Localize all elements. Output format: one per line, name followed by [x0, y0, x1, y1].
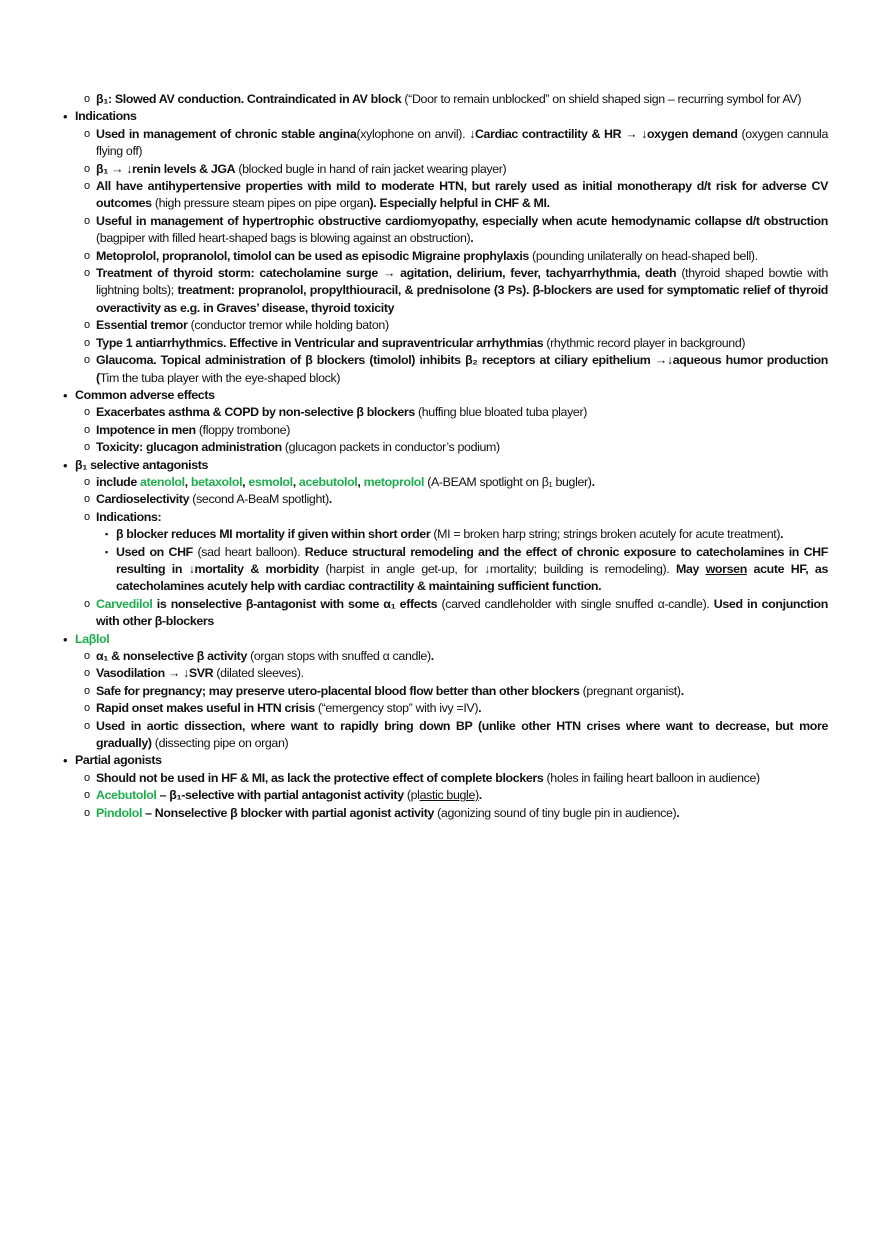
text-segment: Common adverse effects — [75, 387, 215, 402]
bullet-circle-icon: o — [84, 510, 90, 523]
list-item — [105, 544, 828, 596]
section-heading — [63, 387, 828, 404]
list-item — [84, 213, 828, 248]
text-segment: Tim the tuba player with the eye-shaped block) — [99, 370, 341, 385]
text-segment: . — [591, 474, 595, 489]
bullet-circle-icon: o — [84, 650, 90, 662]
drug-name: Pindolol — [96, 805, 143, 820]
bullet-circle-icon: o — [84, 249, 90, 262]
list-item — [84, 805, 828, 822]
text-segment: Cardioselectivity — [96, 492, 190, 507]
list-item — [84, 439, 828, 456]
bullet-square-icon: ▪ — [105, 546, 108, 557]
text-segment: Essential tremor — [96, 318, 188, 333]
bullet-circle-icon: o — [84, 806, 90, 819]
text-segment: , — [292, 474, 299, 489]
bullet-circle-icon: o — [84, 719, 90, 732]
drug-name: Carvedilol — [96, 596, 153, 611]
text-segment: β₁ selective antagonists — [75, 457, 209, 472]
bullet-square-icon: ▪ — [105, 529, 108, 540]
text-segment: . — [470, 231, 474, 246]
bullet-disc-icon: • — [63, 753, 68, 769]
text-segment: β₁ → ↓renin levels & JGA — [96, 161, 236, 176]
list-item — [84, 683, 828, 700]
list-item — [84, 596, 828, 631]
text-segment: Used in conjunction with other β-blockers — [96, 596, 828, 629]
list-item — [84, 404, 828, 421]
text-segment: Useful in management of hypertrophic obstructive cardiomyopathy, especially when acute hemodynamic collapse d/t obstruction — [96, 213, 828, 228]
bullet-circle-icon: o — [84, 267, 90, 280]
text-segment: , — [357, 474, 364, 489]
text-segment: All have antihypertensive properties with mild to moderate HTN, but rarely used as initial monotherapy d/t risk for adverse CV outcomes — [96, 179, 828, 211]
text-segment: (pounding unilaterally on head-shaped bell). — [528, 248, 758, 263]
text-segment: α₁ & nonselective β activity — [96, 649, 247, 663]
list-item — [84, 335, 828, 352]
text-segment: (thyroid shaped bowtie with lightning bolts); — [96, 266, 828, 298]
list-item — [84, 265, 829, 317]
bullet-circle-icon: o — [84, 93, 90, 105]
bullet-circle-icon: o — [84, 441, 90, 454]
text-segment: Indications — [75, 109, 137, 124]
list-item — [84, 491, 828, 508]
bullet-circle-icon: o — [84, 180, 90, 193]
list-item — [84, 474, 828, 491]
text-segment: (dilated sleeves). — [213, 666, 304, 681]
bullet-circle-icon: o — [84, 423, 90, 436]
text-segment: (pregnant organist) — [579, 683, 681, 698]
list-item — [84, 770, 828, 787]
text-segment: (huffing blue bloated tuba player) — [414, 405, 588, 420]
text-segment: β₁: Slowed AV conduction. Contraindicated in AV block — [96, 92, 402, 106]
drug-name: atenolol — [140, 474, 185, 489]
text-segment: ). Especially helpful in CHF & MI. — [369, 196, 550, 211]
text-segment: Vasodilation → ↓SVR — [96, 666, 214, 681]
text-segment: (A-BEAM spotlight on β₁ bugler) — [424, 474, 592, 489]
text-segment: astic bugle) — [419, 788, 479, 803]
text-segment: (high pressure steam pipes on pipe organ — [151, 196, 370, 211]
list-item — [84, 352, 828, 387]
text-segment: (xylophone on anvil). — [356, 126, 470, 141]
text-segment: (harpist in angle get-up, for ↓mortality; building is remodeling). — [318, 561, 676, 576]
text-segment: (“emergency stop” with ivy =IV) — [314, 701, 479, 716]
text-segment: Indications: — [96, 509, 162, 524]
bullet-circle-icon: o — [84, 771, 90, 784]
bullet-circle-icon: o — [84, 336, 90, 349]
list-item — [84, 161, 828, 178]
text-segment: is nonselective β-antagonist with some α₁ effects — [152, 596, 438, 611]
text-segment: Used in aortic dissection, where want to rapidly bring down BP (unlike other HTN crises where want to decrease, but more gradually) — [96, 718, 828, 751]
text-segment: β blocker reduces MI mortality if given within short order — [116, 527, 431, 542]
bullet-circle-icon: o — [84, 354, 90, 367]
text-segment: . — [478, 701, 482, 716]
text-segment: . — [680, 683, 684, 698]
bullet-circle-icon: o — [84, 702, 90, 715]
bullet-circle-icon: o — [84, 684, 90, 697]
drug-name: Laβlol — [75, 631, 110, 646]
text-segment: Toxicity: glucagon administration — [96, 440, 282, 455]
text-segment: , — [242, 474, 249, 489]
text-segment: Safe for pregnancy; may preserve utero-placental blood flow better than other blockers — [96, 683, 580, 698]
document-page — [0, 91, 880, 822]
text-segment: . — [780, 527, 784, 542]
bullet-circle-icon: o — [84, 789, 90, 802]
text-segment: , — [184, 474, 191, 489]
text-segment: . — [328, 492, 332, 507]
bullet-disc-icon: • — [63, 457, 68, 473]
list-item — [84, 509, 828, 526]
list-item — [84, 178, 828, 213]
text-segment: Partial agonists — [75, 753, 162, 768]
text-segment: May — [675, 561, 706, 576]
text-segment: (second A-BeaM spotlight) — [189, 492, 329, 507]
text-segment: (agonizing sound of tiny bugle pin in audience) — [434, 805, 677, 820]
text-segment: (“Door to remain unblocked” on shield shaped sign – recurring symbol for AV) — [401, 92, 802, 106]
bullet-circle-icon: o — [84, 214, 90, 227]
drug-name: betaxolol — [190, 474, 243, 489]
text-segment: Should not be used in HF & MI, as lack the protective effect of complete blockers — [96, 770, 544, 785]
drug-name: esmolol — [248, 474, 293, 489]
section-heading — [63, 457, 828, 474]
list-item — [84, 91, 828, 108]
bullet-circle-icon: o — [84, 127, 90, 140]
text-segment: (sad heart balloon). — [192, 544, 305, 559]
text-segment: (conductor tremor while holding baton) — [187, 318, 389, 333]
bullet-circle-icon: o — [84, 597, 90, 610]
drug-name: acebutolol — [298, 474, 358, 489]
drug-name: metoprolol — [363, 474, 425, 489]
list-item — [84, 700, 828, 717]
text-segment: . — [478, 788, 482, 803]
section-heading — [63, 631, 828, 648]
list-item — [84, 422, 828, 439]
list-item — [84, 317, 828, 334]
bullet-circle-icon: o — [84, 475, 90, 488]
section-heading — [63, 108, 828, 125]
text-segment: Glaucoma. Topical administration of β blockers (timolol) inhibits β₂ receptors at ciliary epithelium →↓aqueous humor production ( — [96, 353, 828, 385]
text-segment: (floppy trombone) — [195, 422, 290, 437]
text-segment: (pl — [403, 788, 420, 803]
text-segment: (MI = broken harp string; strings broken acutely for acute treatment) — [430, 527, 781, 542]
bullet-circle-icon: o — [84, 162, 90, 175]
bullet-circle-icon: o — [84, 319, 90, 332]
text-segment: . — [676, 805, 680, 820]
text-segment: Metoprolol, propranolol, timolol can be used as episodic Migraine prophylaxis — [96, 248, 529, 263]
text-segment: ↓Cardiac contractility & HR → ↓oxygen demand — [469, 126, 738, 141]
list-item — [105, 526, 828, 543]
bullet-circle-icon: o — [84, 493, 90, 506]
section-heading — [63, 752, 828, 769]
text-segment: . — [430, 649, 434, 663]
list-item — [84, 248, 828, 265]
text-segment: (dissecting pipe on organ) — [151, 736, 289, 751]
text-segment: Reduce structural remodeling and the effect of chronic exposure to catecholamines in CHF resulting in ↓mortality & morbidity — [116, 544, 828, 576]
list-item — [84, 718, 828, 753]
text-segment: Treatment of thyroid storm: catecholamine surge → agitation, delirium, fever, tachyarrhythmia, death — [96, 266, 677, 281]
list-item — [84, 648, 828, 665]
text-segment: Used on CHF — [116, 544, 193, 559]
text-segment: treatment: propranolol, propylthiouracil, & prednisolone (3 Ps). β-blockers are used for symptomatic relief of thyroid overactivity as e.g. in Graves’ disease, thyroid toxicity — [96, 283, 829, 315]
text-segment: (rhythmic record player in background) — [543, 335, 746, 350]
bullet-disc-icon: • — [63, 631, 68, 647]
text-segment: (organ stops with snuffed α candle) — [247, 649, 431, 663]
text-segment: (holes in failing heart balloon in audience) — [543, 770, 760, 785]
text-segment: Exacerbates asthma & COPD by non-selective β blockers — [96, 405, 415, 420]
text-segment: (oxygen cannula flying off) — [96, 126, 828, 159]
text-segment: – β₁-selective with partial antagonist activity — [156, 788, 404, 803]
text-segment: Type 1 antiarrhythmics. Effective in Ventricular and supraventricular arrhythmias — [96, 335, 544, 350]
bullet-circle-icon: o — [84, 667, 90, 680]
bullet-disc-icon: • — [63, 387, 68, 403]
text-segment: Impotence in men — [96, 422, 196, 437]
text-segment: Used in management of chronic stable angina — [96, 126, 357, 141]
text-segment: acute HF, as catecholamines acutely help with cardiac contractility & maintaining sufficient function. — [116, 561, 828, 594]
text-segment: worsen — [705, 561, 747, 576]
text-segment: – Nonselective β blocker with partial agonist activity — [142, 805, 435, 820]
text-segment: Rapid onset makes useful in HTN crisis — [96, 701, 315, 716]
list-item — [84, 665, 828, 682]
text-segment: (carved candleholder with single snuffed α-candle). — [437, 596, 714, 611]
list-item — [84, 787, 828, 804]
text-segment: (bagpiper with filled heart-shaped bags is blowing against an obstruction) — [96, 231, 471, 246]
text-segment: (glucagon packets in conductor’s podium) — [281, 440, 500, 455]
list-item — [84, 126, 828, 161]
text-segment: include — [96, 474, 141, 489]
drug-name: Acebutolol — [96, 788, 157, 803]
bullet-disc-icon: • — [63, 109, 68, 125]
text-segment: (blocked bugle in hand of rain jacket wearing player) — [235, 161, 507, 176]
bullet-circle-icon: o — [84, 406, 90, 419]
